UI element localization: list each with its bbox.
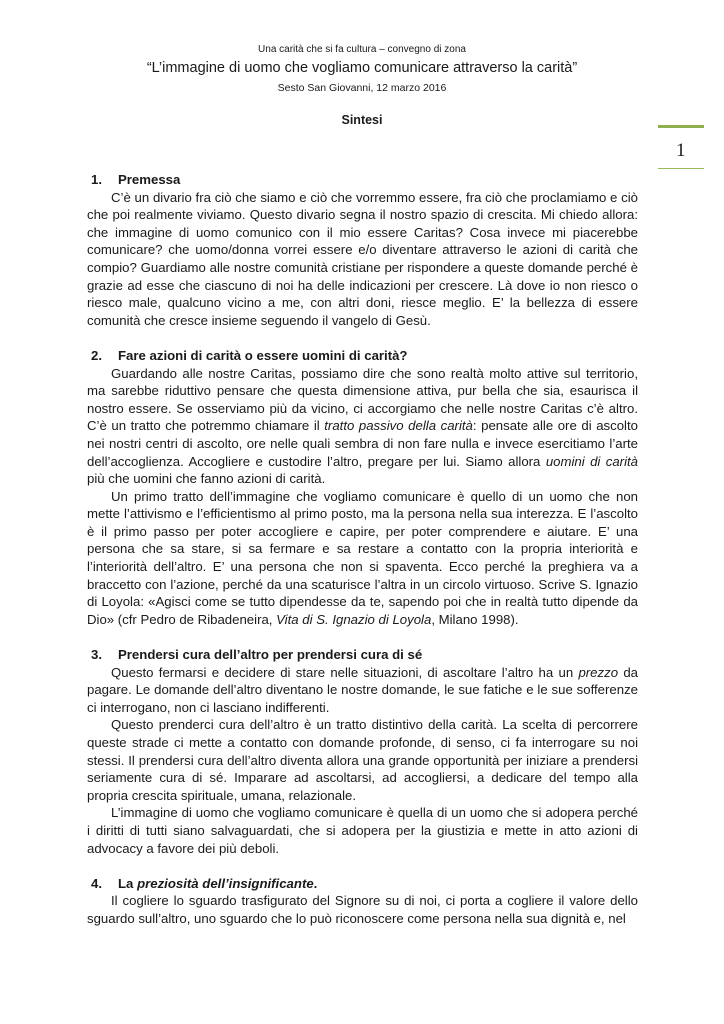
section-2 [87, 347, 638, 629]
section-title: Premessa [118, 172, 181, 187]
section-heading-sintesi: Sintesi [341, 113, 383, 127]
section-heading [87, 646, 638, 664]
section-title: Prendersi cura dell’altro per prendersi cura di sé [118, 647, 423, 663]
text-run: Questo prenderci cura dell’altro è un tratto distintivo della carità. La scelta di percorrere queste strade ci mette a contatto con domande profonde, di senso, ci fa interrogare su noi stessi. Il prendersi cura dell’altro diventa allora una grande opportunità per iniziare a prendersi seriamente cura di sé. Imparare ad ascoltarsi, ad accogliersi, a dedicare del tempo alla propria crescita spirituale, umana, relazionale. [87, 717, 638, 803]
italic-text: Vita di S. Ignazio di Loyola [276, 611, 432, 627]
section-3 [87, 646, 638, 857]
text-run: : pensate alle ore di ascolto nei nostri centri di ascolto, ore nelle quali sembra di non fare nulla e invece esercitiamo l’arte dell’accoglienza. Accogliere e custodire l’altro, pregare per lui. Siamo allora [87, 418, 638, 469]
paragraph [87, 804, 638, 857]
page-number-underline [658, 168, 704, 169]
section-4 [87, 875, 638, 928]
text-run: , Milano 1998). [431, 611, 519, 627]
text-run: più che uomini che fanno azioni di carità. [87, 471, 326, 487]
italic-text: preziosità dell’insignificante [137, 875, 314, 891]
section-number: 4. [91, 875, 102, 891]
text-run: Il cogliere lo sguardo trasfigurato del Signore su di noi, ci porta a cogliere il valore dello sguardo sull’altro, uno sguardo che lo può riconoscere come persona nella sua dignità e, nel [87, 893, 638, 926]
text-run: L’immagine di uomo che vogliamo comunicare è quella di un uomo che si adopera perché i diritti di tutti siano salvaguardati, che si adopera per la giustizia e mette in atto azioni di advocacy a favore dei più deboli. [87, 805, 638, 856]
paragraph [87, 664, 638, 717]
text-run: La [118, 875, 138, 891]
section-number: 3. [91, 647, 102, 663]
text-run: Questo fermarsi e decidere di stare nelle situazioni, di ascoltare l’altro ha un [111, 664, 579, 680]
section-heading [87, 347, 638, 365]
page-number-rule [658, 125, 704, 128]
page-number: 1 [676, 140, 686, 161]
section-title: Fare azioni di carità o essere uomini di carità? [118, 347, 408, 363]
place-date: Sesto San Giovanni, 12 marzo 2016 [277, 82, 447, 94]
text-run: . [313, 875, 318, 891]
paragraph [87, 365, 638, 488]
section-1 [87, 171, 638, 329]
section-number: 1. [91, 172, 102, 187]
paragraph [87, 716, 638, 804]
section-heading [87, 171, 638, 189]
document-body [87, 171, 638, 945]
text-run: da pagare. Le domande dell’altro diventano le nostre domande, le sue fatiche e le sue sofferenze ci interrogano, non ci lasciano indifferenti. [87, 664, 638, 715]
event-subtitle: Una carità che si fa cultura – convegno di zona [258, 44, 466, 55]
text-run: C’è un divario fra ciò che siamo e ciò che vorremmo essere, fra ciò che proclamiamo e ciò che poi realmente viviamo. Questo divario segna il nostro spazio di crescita. Mi chiedo allora: che immagine di uomo comunico con il mio essere Caritas? Cosa invece mi piacerebbe comunicare? che uomo/donna vorrei essere e/o diventare attraverso le azioni di carità che compio? Guardiamo alle nostre comunità cristiane per rispondere a queste domande perché è grazie ad esse che ciascuno di noi ha delle indicazioni per crescere. Là dove io non riesco o riesco male, qualcuno vicino a me, con altri doni, riesce meglio. E’ la bellezza di essere comunità che cresce insieme seguendo il vangelo di Gesù. [87, 189, 638, 328]
paragraph [87, 189, 638, 330]
paragraph [87, 892, 638, 927]
document-title: “L’immagine di uomo che vogliamo comunicare attraverso la carità” [146, 60, 578, 76]
italic-text: uomini di carità [545, 453, 639, 469]
section-number: 2. [91, 347, 102, 363]
text-run: Un primo tratto dell’immagine che vogliamo comunicare è quello di un uomo che non mette l’attivismo e l’efficientismo al primo posto, ma la persona nella sua interezza. E l’ascolto è il primo passo per poter accogliere e capire, per poter comprendere e aiutare. E’ una persona che sa stare, si sa fermare e sa restare a contatto con la propria interiorità e l’interiorità dell’altro. E’ una persona che non si spaventa. Ecco perché la preghiera va a braccetto con l’azione, perché da una scaturisce l’altra in un circolo virtuoso. Scrive S. Ignazio di Loyola: «Agisci come se tutto dipendesse da te, sapendo poi che in realtà tutto dipende da Dio» (cfr Pedro de Ribadeneira, [87, 488, 638, 627]
italic-text: tratto passivo della carità [324, 418, 473, 434]
section-heading [87, 875, 638, 893]
paragraph [87, 488, 638, 629]
text-run: Guardando alle nostre Caritas, possiamo dire che sono realtà molto attive sul territorio, ma sarebbe riduttivo pensare che questa dimensione attiva, pur bella che sia, esaurisca il nostro essere. Se osserviamo più da vicino, ci accorgiamo che nelle nostre Caritas c’è altro. C’è un tratto che potremmo chiamare il [87, 365, 638, 434]
italic-text: prezzo [578, 664, 619, 680]
section-title [118, 875, 317, 893]
